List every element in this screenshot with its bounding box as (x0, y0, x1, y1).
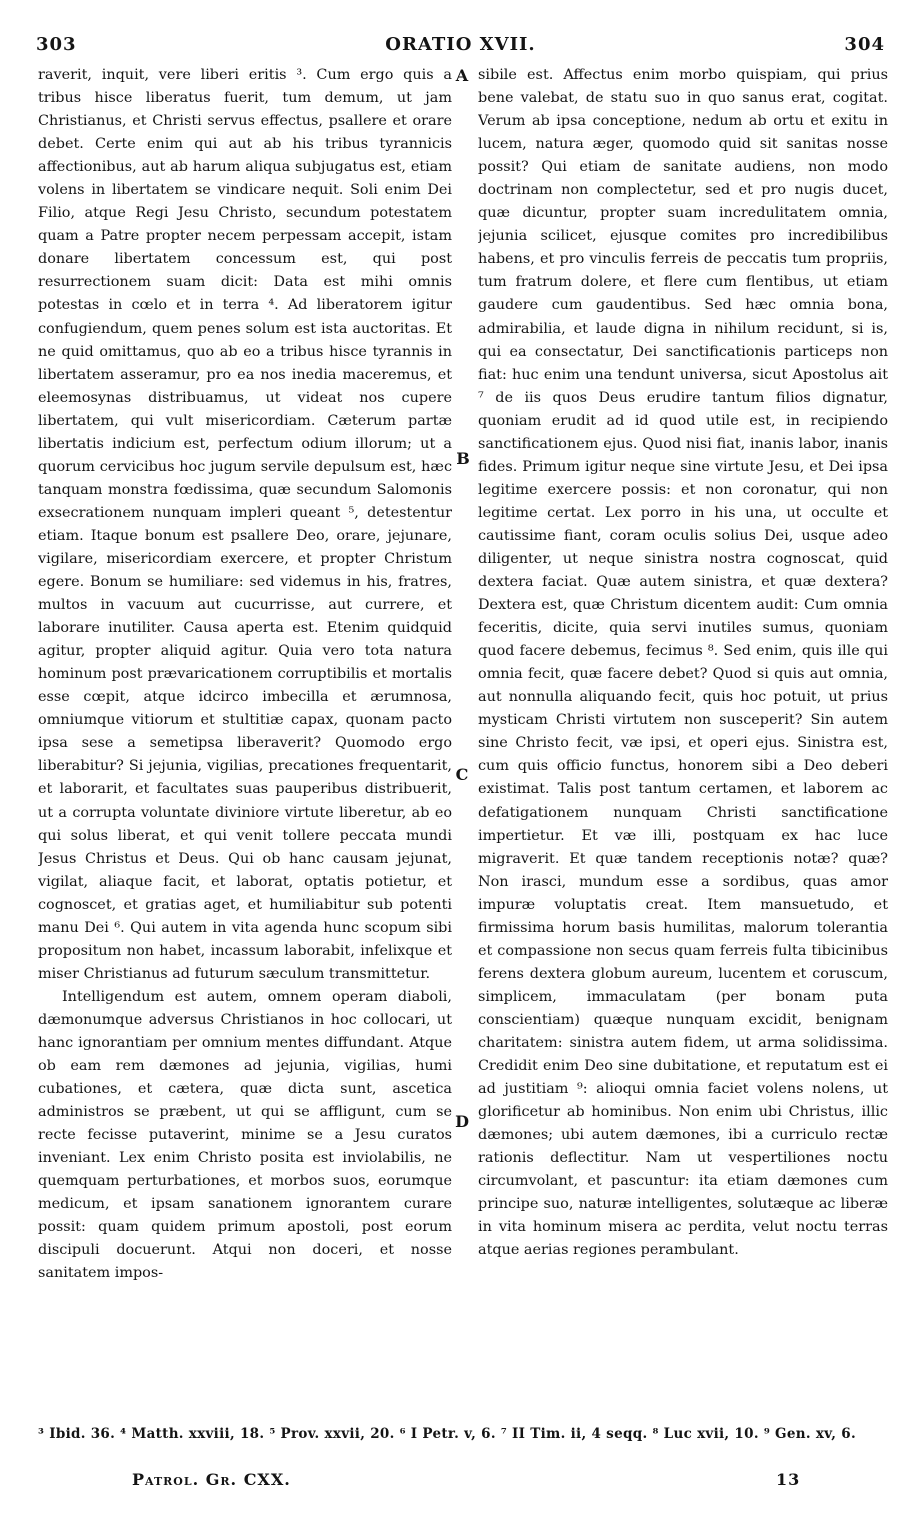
margin-letter-d: D (455, 1112, 469, 1131)
series-signature: Patrol. Gr. CXX. (132, 1470, 291, 1489)
right-paragraph-1: sibile est. Affectus enim morbo quispiam, qui prius bene valebat, de statu suo in quo sanus erat, cogitat. Verum ab ipsa conceptione, nedum ab ortu et exitu in lucem, natura æger, quomodo quid sit sanitas nosse possit? Qui etiam de sanitate audiens, non modo doctrinam non complectetur, sed et pro nugis ducet, quæ dicuntur, propter suam incredulitatem omnia, jejunia scilicet, ejusque comites pro incredibilibus habens, et pro vinculis ferreis de peccatis tum propriis, tum fratrum dolere, et flere cum flentibus, ut etiam gaudere cum gaudentibus. Sed hæc omnia bona, admirabilia, et laude digna in nihilum recidunt, si is, qui ea consectatur, Dei sanctificationis particeps non fiat: huc enim una tendunt universa, sicut Apostolus ait ⁷ de iis quos Deus erudire tantum filios dignatur, quoniam erudit ad id quod utile est, in recipiendo sanctificationem ejus. Quod nisi fiat, inanis labor, inanis fides. Primum igitur neque sine virtute Jesu, et Dei ipsa legitime exercere possis: et non coronatur, qui non legitime certat. Lex porro in his una, ut occulte et cautissime fiant, coram oculis solius Dei, usque adeo diligenter, ut neque sinistra nostra cognoscat, quid dextera faciat. Quæ autem sinistra, et quæ dextera? Dextera est, quæ Christum dicentem audit: Cum omnia feceritis, dicite, quia servi inutiles sumus, quoniam quod facere debemus, fecimus ⁸. Sed enim, quis ille qui omnia fecit, quæ facere debet? Quod si quis aut omnia, aut nonnulla aliquando fecit, quis hoc potuit, ut prius mysticam Christi virtutem non susceperit? Sin autem sine Christo fecit, væ ipsi, et operi ejus. Sinistra est, cum quis officio functus, honorem sibi a Deo deberi existimat. Talis post tantum certamen, et laborem ac defatigationem nunquam Christi sanctificatione impertietur. Et væ illi, postquam ex hac luce migraverit. Et quæ tandem receptionis notæ? quæ? Non irasci, mundum esse a sordibus, quas amor impuræ voluptatis creat. Item mansuetudo, et firmissima horum basis humilitas, malorum tolerantia et compassione non secus quam ferreis fulta tibicinibus ferens dextera globum aureum, lucentem et coruscum, simplicem, immaculatam (per bonam puta conscientiam) quæque nunquam excidit, benignam charitatem: sinistra autem fidem, ut arma solidissima. Credidit enim Deo sine dubitatione, et reputatum est ei ad justitiam ⁹: alioqui omnia faciet volens nolens, ut glorificetur ab hominibus. Non enim ubi Christus, illic dæmones; ubi autem dæmones, ibi a curriculo rectæ rationis deflectitur. Nam ut vespertiliones noctu circumvolant, et pascuntur: ita etiam dæmones cum principe suo, naturæ intelligentes, solutæque ac liberæ in vita hominum misera ac perdita, velut noctu terras atque aerias regiones perambulant. (478, 67, 888, 1259)
running-title: ORATIO XVII. (385, 34, 536, 55)
gathering-signature: 13 (776, 1470, 801, 1489)
left-paragraph-2: Intelligendum est autem, omnem operam diaboli, dæmonumque adversus Christianos in hoc collocari, ut hanc ignorantiam per omnium mentes diffundant. Atque ob eam rem dæmones ad jejunia, vigilias, humi cubationes, et cætera, quæ dicta sunt, ascetica administros se præbent, ut qui se affligunt, cum se recte fecisse putaverint, minime se a Jesu curatos inveniant. Lex enim Christo posita est inviolabilis, ne quemquam perturbationes, et morbos suos, eorumque medicum, et ipsam sanationem ignorantem curare possit: quam quidem primum apostoli, post eorum discipuli docuerunt. Atqui non doceri, et nosse sanitatem impos- (38, 988, 452, 1282)
page-number-right: 304 (844, 34, 885, 55)
running-header (36, 34, 885, 64)
left-column (38, 64, 452, 1422)
footnotes: ³ Ibid. 36. ⁴ Matth. xxviii, 18. ⁵ Prov. xxvii, 20. ⁶ I Petr. v, 6. ⁷ II Tim. ii, 4 seqq. ⁸ Luc xvii, 10. ⁹ Gen. xv, 6. (38, 1426, 856, 1442)
page-number-left: 303 (36, 34, 77, 55)
left-paragraph-1: raverit, inquit, vere liberi eritis ³. Cum ergo quis a tribus hisce liberatus fuerit, tum demum, ut jam Christianus, et Christi servus effectus, psallere et orare debet. Certe enim qui aut ab his tribus tyrannicis affectionibus, aut ab harum aliqua subjugatus est, etiam volens in libertatem se vindicare nequit. Soli enim Dei Filio, atque Regi Jesu Christo, secundum potestatem quam a Patre propter necem perpessam accepit, istam donare libertatem concessum est, qui post resurrectionem suam dicit: Data est mihi omnis potestas in cœlo et in terra ⁴. Ad liberatorem igitur confugiendum, quem penes solum est ista auctoritas. Et ne quid omittamus, quo ab eo a tribus hisce tyrannis in libertatem asseramur, pro ea nos inedia maceremus, et eleemosynas distribuamus, ut videat nos cupere libertatem, qui vult misericordiam. Cæterum partæ libertatis indicium est, perfectum odium illorum; ut a quorum cervicibus hoc jugum servile depulsum est, hæc tanquam monstra fœdissima, quæ secundum Salomonis exsecrationem nunquam impleri queant ⁵, detestentur etiam. Itaque bonum est psallere Deo, orare, jejunare, vigilare, misericordiam exercere, et propter Christum egere. Bonum se humiliare: sed videmus in his, fratres, multos in vacuum aut cucurrisse, aut currere, et laborare inutiliter. Causa aperta est. Etenim quidquid agitur, propter aliquid agitur. Quia vero tota natura hominum post prævaricationem corruptibilis et mortalis esse cœpit, atque idcirco imbecilla et ærumnosa, omniumque vitiorum et stultitiæ capax, quonam pacto ipsa sese a semetipsa liberaverit? Quomodo ergo liberabitur? Si jejunia, vigilias, precationes frequentarit, et laborarit, et facultates suas pauperibus distribuerit, ut a corrupta voluntate diviniore virtute liberetur, ab eo qui solus liberat, et qui venit tollere peccata mundi Jesus Christus et Deus. Qui ob hanc causam jejunat, vigilat, aliaque facit, et laborat, optatis potietur, et cognoscet, et gratias aget, et humiliabitur sub potenti manu Dei ⁶. Qui autem in vita agenda hunc scopum sibi propositum non habet, incassum laborabit, infelixque et miser Christianus ad futurum sæculum transmittetur. (38, 67, 452, 982)
margin-letter-c: C (455, 765, 469, 784)
right-column (478, 64, 888, 1422)
page-footer (38, 1470, 888, 1494)
margin-letter-a: A (455, 66, 469, 85)
margin-letter-b: B (456, 449, 470, 468)
